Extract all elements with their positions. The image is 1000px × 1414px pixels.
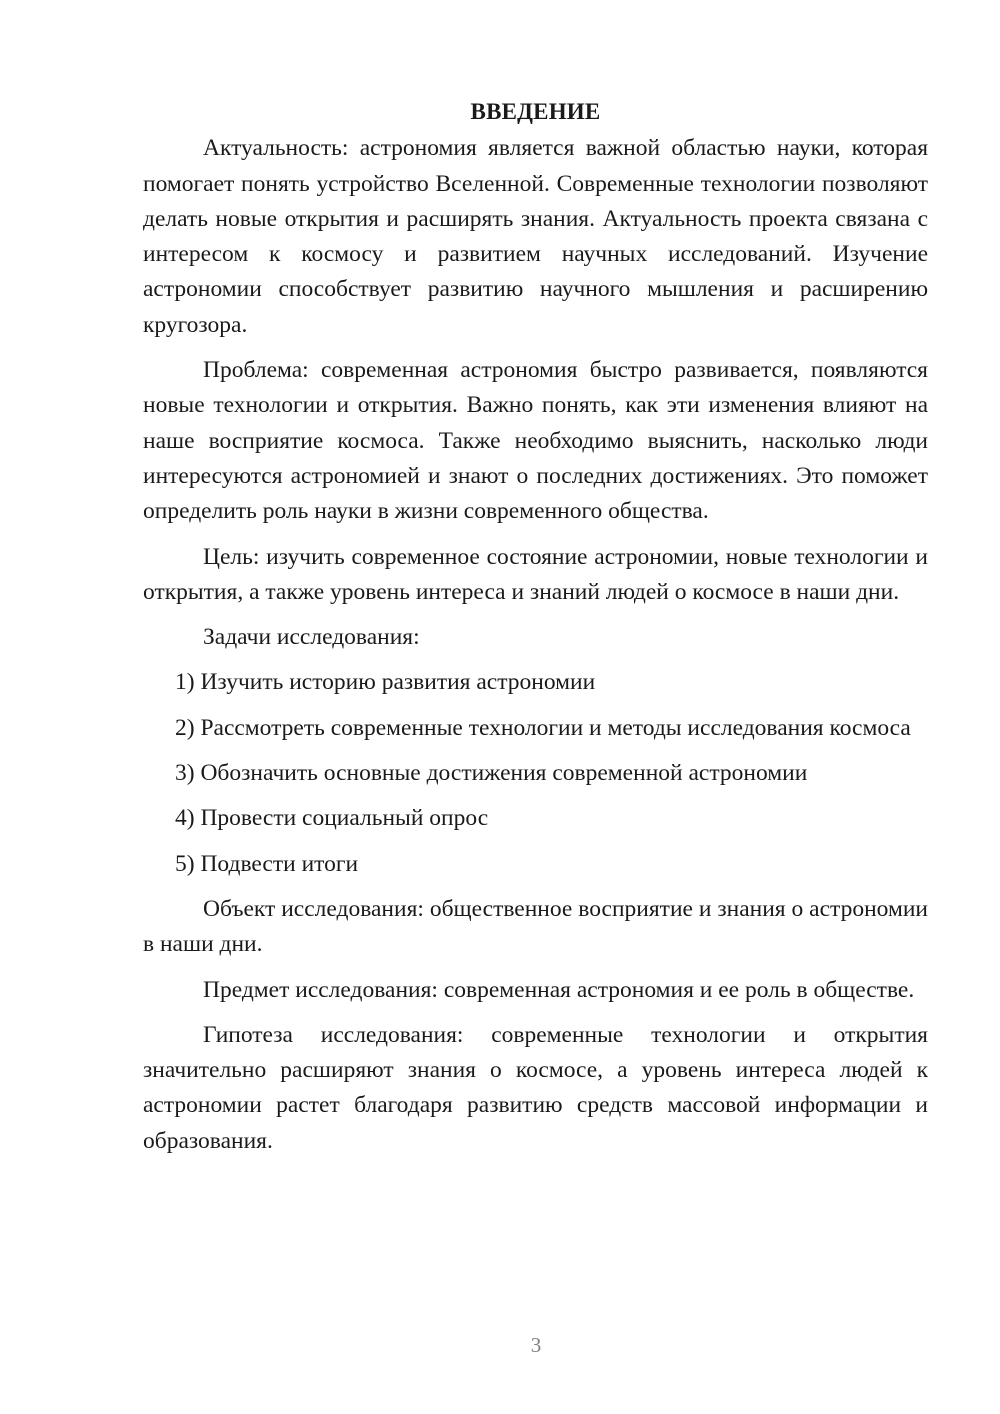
list-item: 3) Обозначить основные достижения современной астрономии xyxy=(175,760,808,787)
object-paragraph: Объект исследования: общественное восприятие и знания о астрономии в наши дни. xyxy=(143,895,928,958)
list-item: 4) Провести социальный опрос xyxy=(175,805,489,832)
tasks-list xyxy=(143,665,928,881)
page-title: ВВЕДЕНИЕ xyxy=(470,99,601,124)
goal-paragraph: Цель: изучить современное состояние астрономии, новые технологии и открытия, а также уровень интереса и знаний людей о космосе в наши дни. xyxy=(143,543,928,605)
list-item: 5) Подвести итоги xyxy=(175,850,359,877)
problem-paragraph: Проблема: современная астрономия быстро развивается, появляются новые технологии и открытия. Важно понять, как эти изменения влияют на наше восприятие космоса. Также необходимо выяснить, насколько люди интересуются астрономией и знают о последних достижениях. Это поможет определить роль науки в жизни современного общества. xyxy=(143,357,928,525)
list-item: 1) Изучить историю развития астрономии xyxy=(175,669,596,696)
list-item: 2) Рассмотреть современные технологии и методы исследования космоса xyxy=(175,714,911,741)
tasks-title: Задачи исследования: xyxy=(203,624,420,651)
relevance-paragraph: Актуальность: астрономия является важной областью науки, которая помогает понять устройство Вселенной. Современные технологии позволяют делать новые открытия и расширять знания. Актуальность проекта связана с интересом к космосу и развитием научных исследований. Изучение астрономии способствует развитию научного мышления и расширению кругозора. xyxy=(143,135,928,338)
hypothesis-paragraph: Гипотеза исследования: современные технологии и открытия значительно расширяют знания о космосе, а уровень интереса людей к астрономии растет благодаря развитию средств массовой информации и образования. xyxy=(143,1021,928,1154)
document-body xyxy=(143,94,928,1169)
page-number: 3 xyxy=(530,1333,542,1357)
subject-paragraph: Предмет исследования: современная астрономия и ее роль в обществе. xyxy=(203,976,915,1003)
